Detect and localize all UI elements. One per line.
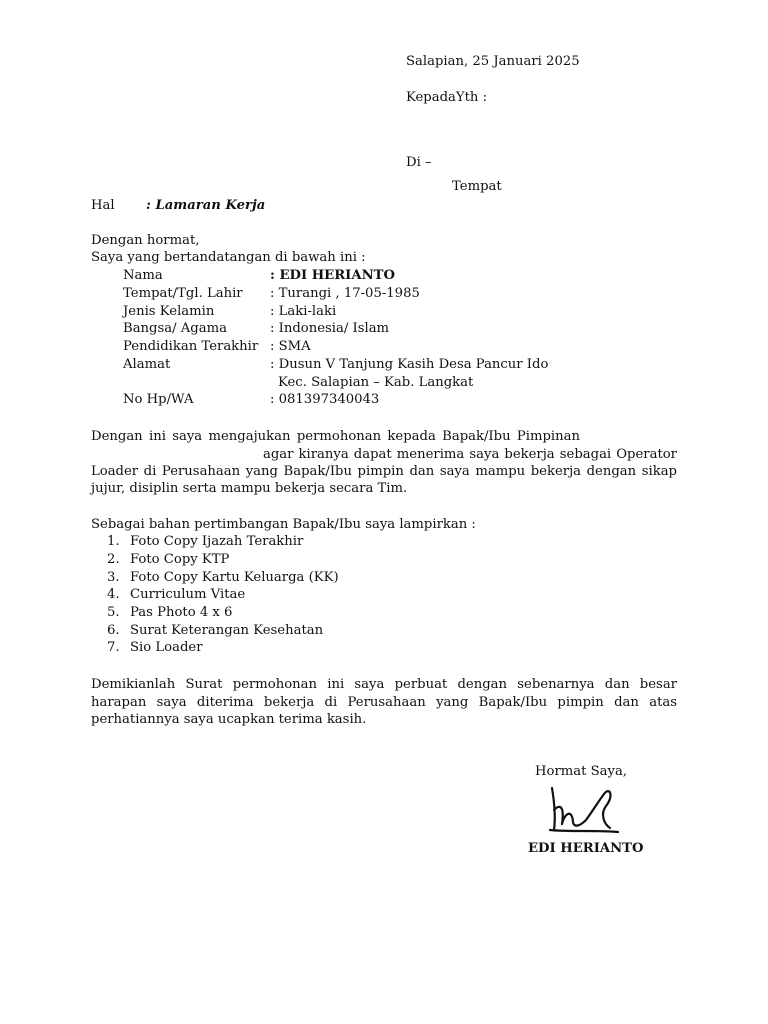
field-value: : 081397340043	[270, 392, 380, 407]
field-label: Nama	[123, 268, 163, 283]
list-text: Foto Copy Ijazah Terakhir	[130, 534, 304, 549]
field-value: : EDI HERIANTO	[270, 268, 395, 283]
list-text: Foto Copy Kartu Keluarga (KK)	[130, 570, 339, 585]
field-value: : Turangi , 17-05-1985	[270, 286, 420, 301]
letter-date: Salapian, 25 Januari 2025	[406, 54, 580, 69]
attachments-intro: Sebagai bahan pertimbangan Bapak/Ibu saya lampirkan :	[91, 517, 476, 532]
subject-value: : Lamaran Kerja	[146, 198, 266, 213]
list-number: 1.	[107, 534, 120, 549]
recipient-line: KepadaYth :	[406, 90, 488, 105]
list-text: Pas Photo 4 x 6	[130, 605, 233, 620]
list-text: Foto Copy KTP	[130, 552, 230, 567]
intro-line: Saya yang bertandatangan di bawah ini :	[91, 250, 366, 265]
field-label: Jenis Kelamin	[123, 304, 215, 319]
list-number: 2.	[107, 552, 120, 567]
signature-image	[540, 780, 620, 840]
list-text: Sio Loader	[130, 640, 203, 655]
para1-line1: Dengan ini saya mengajukan permohonan kepada Bapak/Ibu Pimpinan	[91, 429, 580, 444]
para1-line4: jujur, disiplin serta mampu bekerja secara Tim.	[91, 481, 408, 496]
list-number: 7.	[107, 640, 120, 655]
signer-name: EDI HERIANTO	[528, 841, 644, 856]
recipient-tempat: Tempat	[452, 179, 502, 194]
list-number: 5.	[107, 605, 120, 620]
list-number: 4.	[107, 587, 120, 602]
subject-label: Hal	[91, 198, 115, 213]
field-label: Pendidikan Terakhir	[123, 339, 259, 354]
list-number: 6.	[107, 623, 120, 638]
field-label: Bangsa/ Agama	[123, 321, 227, 336]
field-value: Kec. Salapian – Kab. Langkat	[278, 375, 474, 390]
list-text: Surat Keterangan Kesehatan	[130, 623, 324, 638]
field-label: Tempat/Tgl. Lahir	[123, 286, 243, 301]
signoff: Hormat Saya,	[535, 764, 628, 779]
field-label: No Hp/WA	[123, 392, 194, 407]
closing-paragraph: Demikianlah Surat permohonan ini saya perbuat dengan sebenarnya dan besar harapan saya diterima bekerja di Perusahaan yang Bapak/Ibu pimpin dan atas perhatiannya saya ucapkan terima kasih.	[91, 677, 677, 728]
recipient-di: Di –	[406, 155, 432, 170]
para1-line2: agar kiranya dapat menerima saya bekerja sebagai Operator	[263, 447, 677, 462]
field-value: : Dusun V Tanjung Kasih Desa Pancur Ido	[270, 357, 549, 372]
field-value: : SMA	[270, 339, 311, 354]
list-text: Curriculum Vitae	[130, 587, 246, 602]
field-label: Alamat	[123, 357, 171, 372]
list-number: 3.	[107, 570, 120, 585]
field-value: : Laki-laki	[270, 304, 337, 319]
field-value: : Indonesia/ Islam	[270, 321, 390, 336]
para1-line3: Loader di Perusahaan yang Bapak/Ibu pimpin dan saya mampu bekerja dengan sikap	[91, 464, 677, 479]
greeting: Dengan hormat,	[91, 233, 200, 248]
